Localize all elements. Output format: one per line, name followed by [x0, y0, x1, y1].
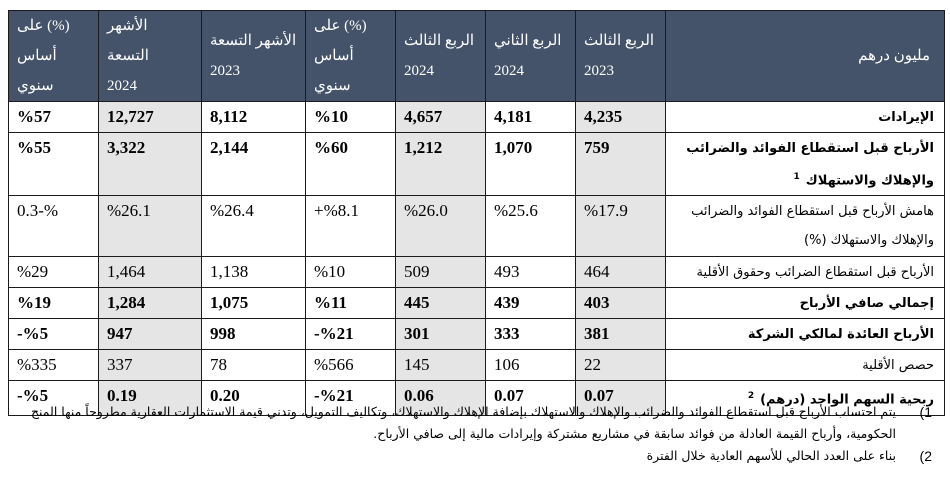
cell-9m-2024: 0.19	[99, 381, 202, 415]
cell-q3-2024: 1,212	[396, 133, 486, 196]
col-header-yoy-9m	[9, 11, 99, 102]
row-label-text: إجمالي صافي الأرباح	[799, 296, 934, 312]
footnote-2	[12, 445, 932, 467]
cell-yoy-quarter: %10	[306, 257, 396, 288]
row-label	[666, 257, 945, 288]
cell-q3-2024: 0.06	[396, 381, 486, 415]
row-label	[666, 350, 945, 381]
cell-q3-2023: %17.9	[576, 196, 666, 257]
cell-9m-2023: %26.4	[202, 196, 306, 257]
cell-yoy-9m: %55	[9, 133, 99, 196]
row-label-text: الأرباح العائدة لمالكي الشركة	[747, 327, 934, 343]
footnote-text: بناء على العدد الحالي للأسهم العادية خلال الفترة	[646, 448, 896, 463]
cell-q3-2023: 403	[576, 288, 666, 319]
table-row-ebitda	[9, 133, 945, 196]
table-row-profit-attributable-owners	[9, 319, 945, 350]
cell-q3-2024: 301	[396, 319, 486, 350]
col-header-line1: (%) على	[314, 18, 367, 34]
cell-q3-2024: %26.0	[396, 196, 486, 257]
col-header-line1: الأشهر التسعة	[107, 18, 149, 64]
footnote-ref: 2	[747, 391, 755, 402]
col-header-line2: أساس سنوي	[17, 48, 57, 94]
cell-yoy-9m: %335	[9, 350, 99, 381]
cell-yoy-9m: %57	[9, 102, 99, 133]
cell-q3-2023: 759	[576, 133, 666, 196]
header-row	[9, 11, 945, 102]
col-header-9m-2024	[99, 11, 202, 102]
cell-9m-2024: 947	[99, 319, 202, 350]
cell-yoy-quarter: %10	[306, 102, 396, 133]
row-label	[666, 288, 945, 319]
cell-9m-2023: 1,138	[202, 257, 306, 288]
cell-q2-2024: 0.07	[486, 381, 576, 415]
row-label-text: الأرباح قبل استقطاع الفوائد والضرائب والإهلاك والاستهلاك	[686, 141, 934, 189]
cell-9m-2024: 12,727	[99, 102, 202, 133]
cell-q3-2024: 145	[396, 350, 486, 381]
footnotes	[12, 401, 932, 467]
row-label-text: الأرباح قبل استقطاع الضرائب وحقوق الأقلية	[696, 265, 934, 281]
cell-q3-2024: 4,657	[396, 102, 486, 133]
cell-yoy-quarter: %566	[306, 350, 396, 381]
footnote-text: يتم احتساب الأرباح قبل استقطاع الفوائد والضرائب والإهلاك والاستهلاك بإضافة الإهلاك والاستهلاك، وتكاليف التمويل، وتدني قيمة الاستثمارات العقارية مطروحاً منها المنح الحكومية، وأرباح القيمة العادلة من فوائد سابقة في مشاريع مشتركة وإيرادات مالية إلى صافي الأرباح.	[30, 404, 896, 441]
cell-q2-2024: %25.6	[486, 196, 576, 257]
row-label-text: هامش الأرباح قبل استقطاع الفوائد والضرائب والإهلاك والاستهلاك (%)	[691, 204, 934, 249]
col-header-line2: 2023	[584, 63, 614, 79]
cell-yoy-9m: %29	[9, 257, 99, 288]
col-header-q3-2023	[576, 11, 666, 102]
col-header-q2-2024	[486, 11, 576, 102]
table-row-profit-before-tax	[9, 257, 945, 288]
cell-9m-2024: %26.1	[99, 196, 202, 257]
cell-q2-2024: 439	[486, 288, 576, 319]
cell-yoy-9m: %5-	[9, 381, 99, 415]
col-header-line2: 2024	[494, 63, 524, 79]
row-label-text: حصص الأقلية	[862, 358, 934, 374]
cell-q3-2023: 4,235	[576, 102, 666, 133]
col-header-q3-2024	[396, 11, 486, 102]
cell-q3-2023: 0.07	[576, 381, 666, 415]
table-row-minority-interest	[9, 350, 945, 381]
row-label-text: ربحية السهم الواحد (درهم)	[760, 392, 934, 408]
col-header-line2: أساس سنوي	[314, 48, 354, 94]
cell-yoy-9m: %19	[9, 288, 99, 319]
row-label	[666, 102, 945, 133]
col-header-line1: الربع الثاني	[494, 33, 562, 49]
cell-yoy-9m: %-0.3	[9, 196, 99, 257]
cell-9m-2024: 1,284	[99, 288, 202, 319]
cell-9m-2024: 337	[99, 350, 202, 381]
cell-yoy-quarter: %60	[306, 133, 396, 196]
cell-q2-2024: 4,181	[486, 102, 576, 133]
col-header-line1: الربع الثالث	[404, 33, 475, 49]
col-header-line1: الأشهر التسعة	[210, 33, 297, 49]
col-header-yoy-quarter	[306, 11, 396, 102]
row-label	[666, 133, 945, 196]
cell-9m-2023: 1,075	[202, 288, 306, 319]
col-header-line2: 2024	[404, 63, 434, 79]
cell-q3-2024: 445	[396, 288, 486, 319]
cell-q3-2024: 509	[396, 257, 486, 288]
cell-q2-2024: 106	[486, 350, 576, 381]
table-row-revenue	[9, 102, 945, 133]
row-label-text: الإيرادات	[878, 110, 934, 125]
cell-9m-2024: 1,464	[99, 257, 202, 288]
cell-yoy-quarter: %8.1+	[306, 196, 396, 257]
cell-9m-2023: 0.20	[202, 381, 306, 415]
cell-q3-2023: 381	[576, 319, 666, 350]
col-header-line2: 2024	[107, 78, 137, 94]
col-header-9m-2023	[202, 11, 306, 102]
cell-yoy-quarter: %11	[306, 288, 396, 319]
cell-yoy-quarter: %21-	[306, 381, 396, 415]
cell-9m-2024: 3,322	[99, 133, 202, 196]
cell-9m-2023: 998	[202, 319, 306, 350]
cell-yoy-quarter: %21-	[306, 319, 396, 350]
cell-9m-2023: 78	[202, 350, 306, 381]
table-row-total-net-profit	[9, 288, 945, 319]
col-header-line2: 2023	[210, 63, 240, 79]
cell-yoy-9m: %5-	[9, 319, 99, 350]
cell-9m-2023: 8,112	[202, 102, 306, 133]
col-header-line1: الربع الثالث	[584, 33, 655, 49]
col-header-line1: (%) على	[17, 18, 70, 34]
row-label	[666, 196, 945, 257]
footnote-ref: 1	[793, 172, 800, 182]
cell-9m-2023: 2,144	[202, 133, 306, 196]
cell-q2-2024: 493	[486, 257, 576, 288]
cell-q2-2024: 333	[486, 319, 576, 350]
cell-q2-2024: 1,070	[486, 133, 576, 196]
cell-q3-2023: 464	[576, 257, 666, 288]
footnote-1	[12, 401, 932, 445]
table-row-ebitda-margin	[9, 196, 945, 257]
footnote-number: 2)	[919, 448, 932, 464]
financial-results-table	[8, 10, 945, 416]
cell-q3-2023: 22	[576, 350, 666, 381]
row-label	[666, 319, 945, 350]
unit-label-header: مليون درهم	[666, 11, 945, 102]
footnote-number: 1)	[919, 404, 932, 420]
